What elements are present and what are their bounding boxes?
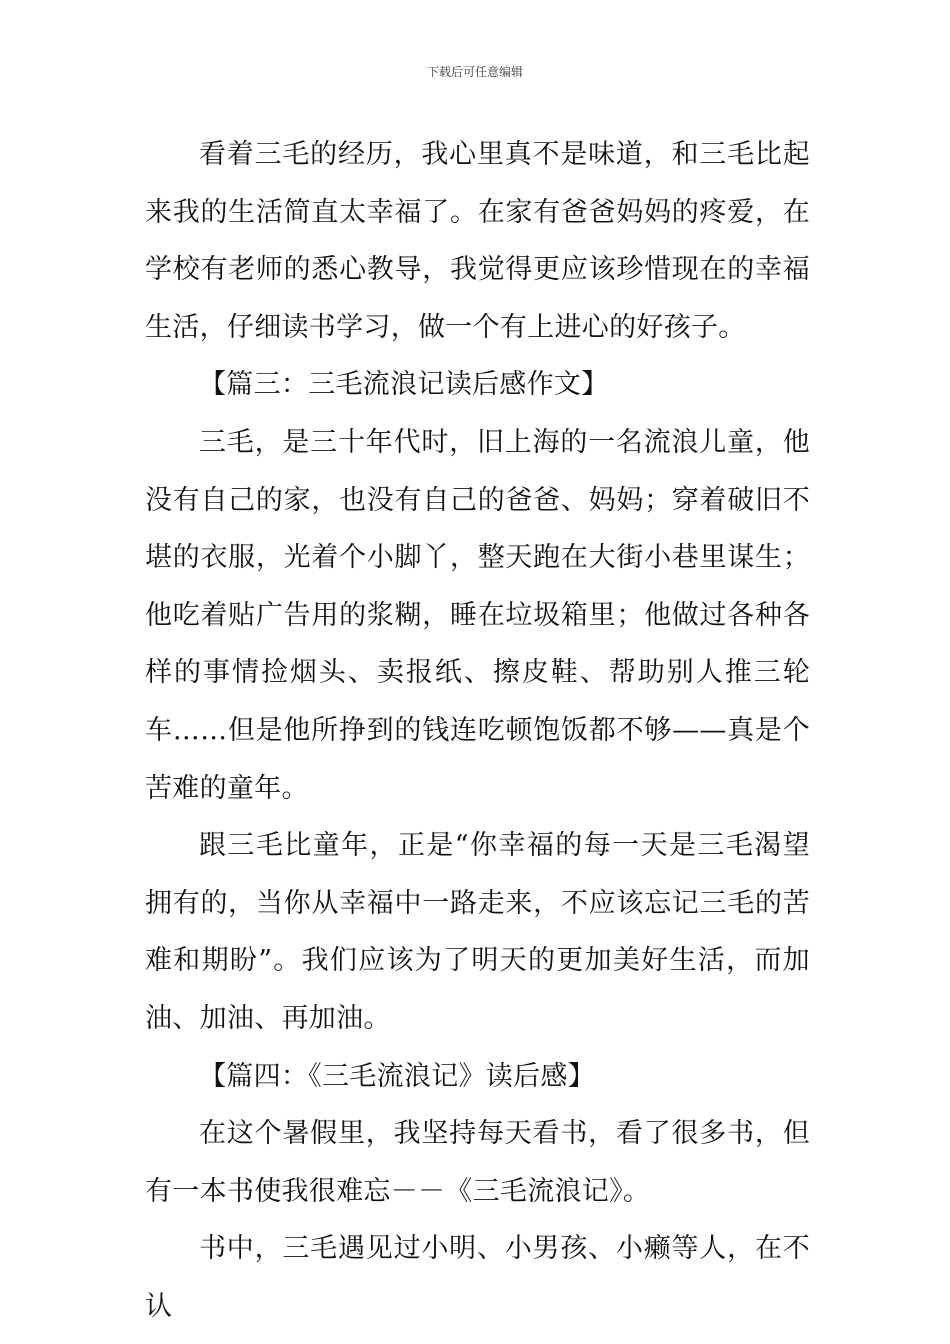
paragraph-5: 书中，三毛遇见过小明、小男孩、小癞等人，在不认 xyxy=(145,1233,810,1322)
section-heading-4: 【篇四：《三毛流浪记》读后感】 xyxy=(199,1060,595,1092)
paragraph-3: 跟三毛比童年，正是“你幸福的每一天是三毛渴望拥有的，当你从幸福中一路走来，不应该忘记三毛的苦难和期盼”。我们应该为了明天的更加美好生活，而加油、加油、再加油。 xyxy=(145,830,810,1034)
paragraph-1: 看着三毛的经历，我心里真不是味道，和三毛比起来我的生活简直太幸福了。在家有爸爸妈妈的疼爱，在学校有老师的悉心教导，我觉得更应该珍惜现在的幸福生活，仔细读书学习，做一个有上进心的好孩子。 xyxy=(145,139,810,343)
paragraph-4: 在这个暑假里，我坚持每天看书，看了很多书，但有一本书使我很难忘－－《三毛流浪记》。 xyxy=(145,1118,810,1207)
paragraph-2: 三毛，是三十年代时，旧上海的一名流浪儿童，他没有自己的家，也没有自己的爸爸、妈妈；穿着破旧不堪的衣服，光着个小脚丫，整天跑在大街小巷里谋生；他吃着贴广告用的浆糊，睡在垃圾箱里；他做过各种各样的事情捡烟头、卖报纸、擦皮鞋、帮助别人推三轮车……但是他所挣到的钱连吃顿饱饭都不够——真是个苦难的童年。 xyxy=(145,426,810,804)
page-header-note: 下载后可任意编辑 xyxy=(426,65,523,79)
section-heading-3: 【篇三：三毛流浪记读后感作文】 xyxy=(199,369,609,401)
document-body xyxy=(145,126,810,1335)
